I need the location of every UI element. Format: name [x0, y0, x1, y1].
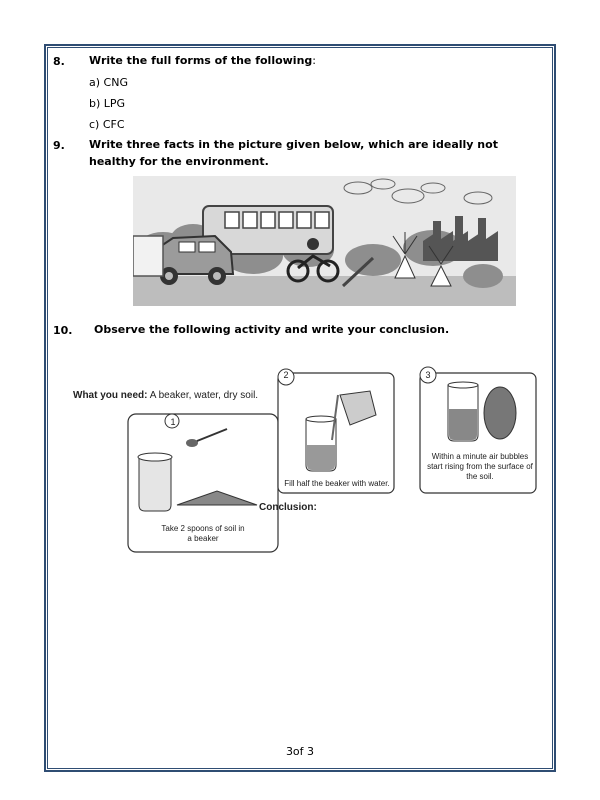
q8-option-c: c) CFC — [89, 118, 125, 131]
q9-prompt-line2: healthy for the environment. — [89, 155, 269, 168]
step2-number: 2 — [283, 370, 289, 380]
step3-caption: Within a minute air bubbles start rising from the surface of the soil. — [427, 452, 533, 481]
q8-number: 8. — [53, 55, 65, 68]
pollution-illustration — [133, 176, 516, 306]
step2-caption: Fill half the beaker with water. — [284, 479, 390, 488]
q8-option-a: a) CNG — [89, 76, 128, 89]
step3-number: 3 — [425, 370, 431, 380]
step1-number: 1 — [170, 417, 176, 427]
step1-caption: Take 2 spoons of soil in a beaker — [161, 524, 245, 543]
q10-prompt: Observe the following activity and write your conclusion. — [94, 323, 450, 336]
page-number: 3of 3 — [285, 745, 315, 758]
activity-need-line: What you need: A beaker, water, dry soil. — [73, 390, 259, 401]
conclusion-label: Conclusion: — [259, 502, 317, 513]
q8-option-b: b) LPG — [89, 97, 126, 110]
q8-prompt: Write the full forms of the following: — [89, 54, 317, 67]
q9-prompt-line1: Write three facts in the picture given below, which are ideally not — [89, 138, 498, 151]
q9-number: 9. — [53, 139, 65, 152]
q10-number: 10. — [53, 324, 73, 337]
step2-panel — [270, 365, 396, 495]
